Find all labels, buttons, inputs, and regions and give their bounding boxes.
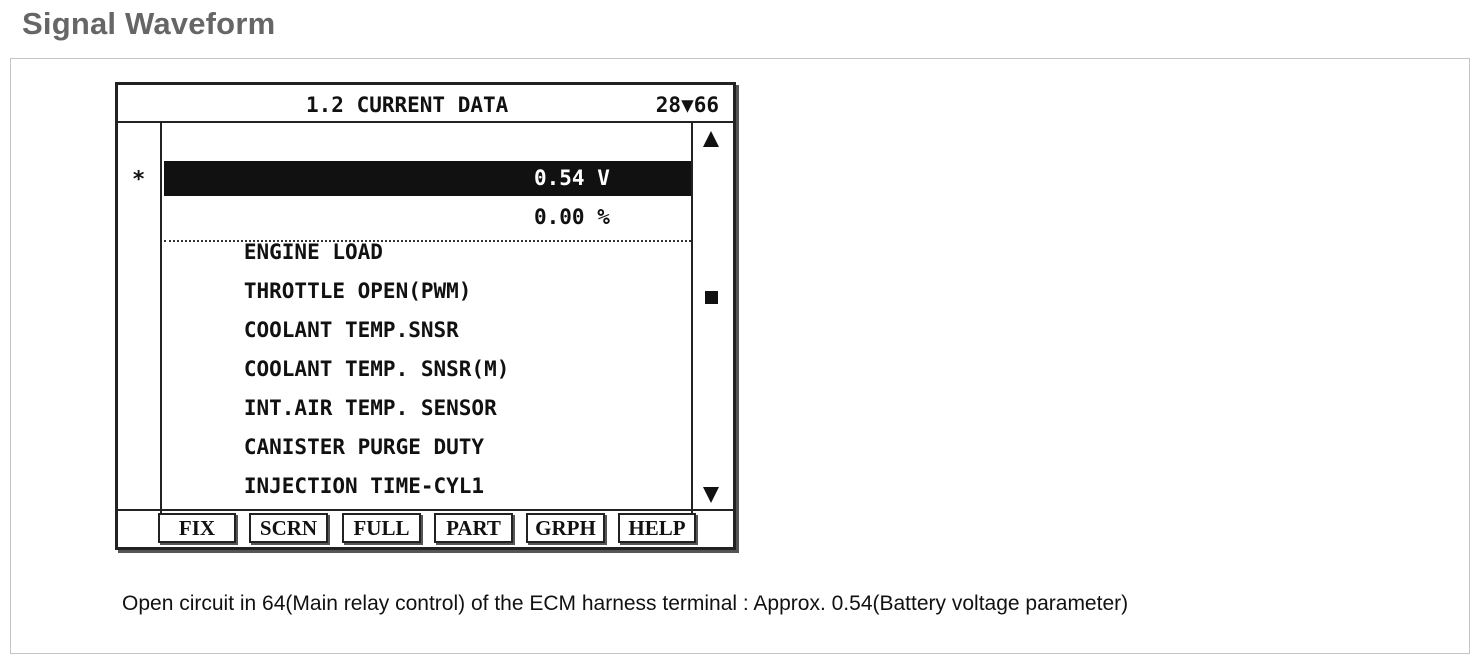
- screen-title-bar: [118, 85, 733, 123]
- page-title: Signal Waveform: [22, 6, 276, 41]
- data-list: [162, 123, 691, 515]
- data-row-injection-time[interactable]: [164, 434, 691, 498]
- data-row-value: 0.00 %: [534, 205, 610, 229]
- data-row-label: ENGINE LOAD: [243, 240, 383, 264]
- full-button[interactable]: FULL: [342, 513, 421, 543]
- scrollbar[interactable]: [691, 123, 733, 515]
- help-button[interactable]: HELP: [618, 513, 696, 543]
- scroll-thumb[interactable]: [705, 291, 718, 304]
- data-row-throttle-open[interactable]: [164, 239, 691, 303]
- function-key-bar: [118, 509, 733, 547]
- figure-caption: Open circuit in 64(Main relay control) of the ECM harness terminal : Approx. 0.54(Battery voltage parameter): [122, 592, 1129, 615]
- selection-marker-icon: ∗: [132, 163, 146, 188]
- scan-tool-screen: [115, 82, 736, 550]
- marker-column: [118, 123, 162, 515]
- data-row-label: INT.AIR TEMP. SENSOR: [243, 396, 497, 420]
- data-row-int-air-temp[interactable]: [164, 356, 691, 420]
- scroll-up-arrow-icon[interactable]: [703, 131, 719, 147]
- data-row-label: CANISTER PURGE DUTY: [243, 435, 485, 459]
- data-row-label: COOLANT TEMP. SNSR(M): [243, 357, 510, 381]
- data-row-label: BATTERY VOLTAGE: [243, 201, 434, 225]
- data-row-value: 0.54 V: [534, 166, 610, 190]
- data-row-blank: [164, 125, 691, 160]
- data-row-label: COOLANT TEMP.SNSR: [243, 318, 459, 342]
- data-row-canister-purge[interactable]: [164, 395, 691, 459]
- item-counter: 28▼66: [655, 93, 719, 117]
- scroll-down-arrow-icon[interactable]: [703, 487, 719, 503]
- screen-title: 1.2 CURRENT DATA: [306, 93, 509, 117]
- data-row-coolant-temp-m[interactable]: [164, 317, 691, 381]
- part-button[interactable]: PART: [434, 513, 513, 543]
- data-row-engine-load[interactable]: [164, 200, 691, 264]
- grph-button[interactable]: GRPH: [526, 513, 605, 543]
- data-row-label: INJECTION TIME-CYL1: [243, 474, 485, 498]
- fix-button[interactable]: FIX: [158, 513, 236, 543]
- data-row-label: THROTTLE OPEN(PWM): [243, 279, 472, 303]
- scrn-button[interactable]: SCRN: [249, 513, 328, 543]
- data-row-coolant-temp[interactable]: [164, 278, 691, 342]
